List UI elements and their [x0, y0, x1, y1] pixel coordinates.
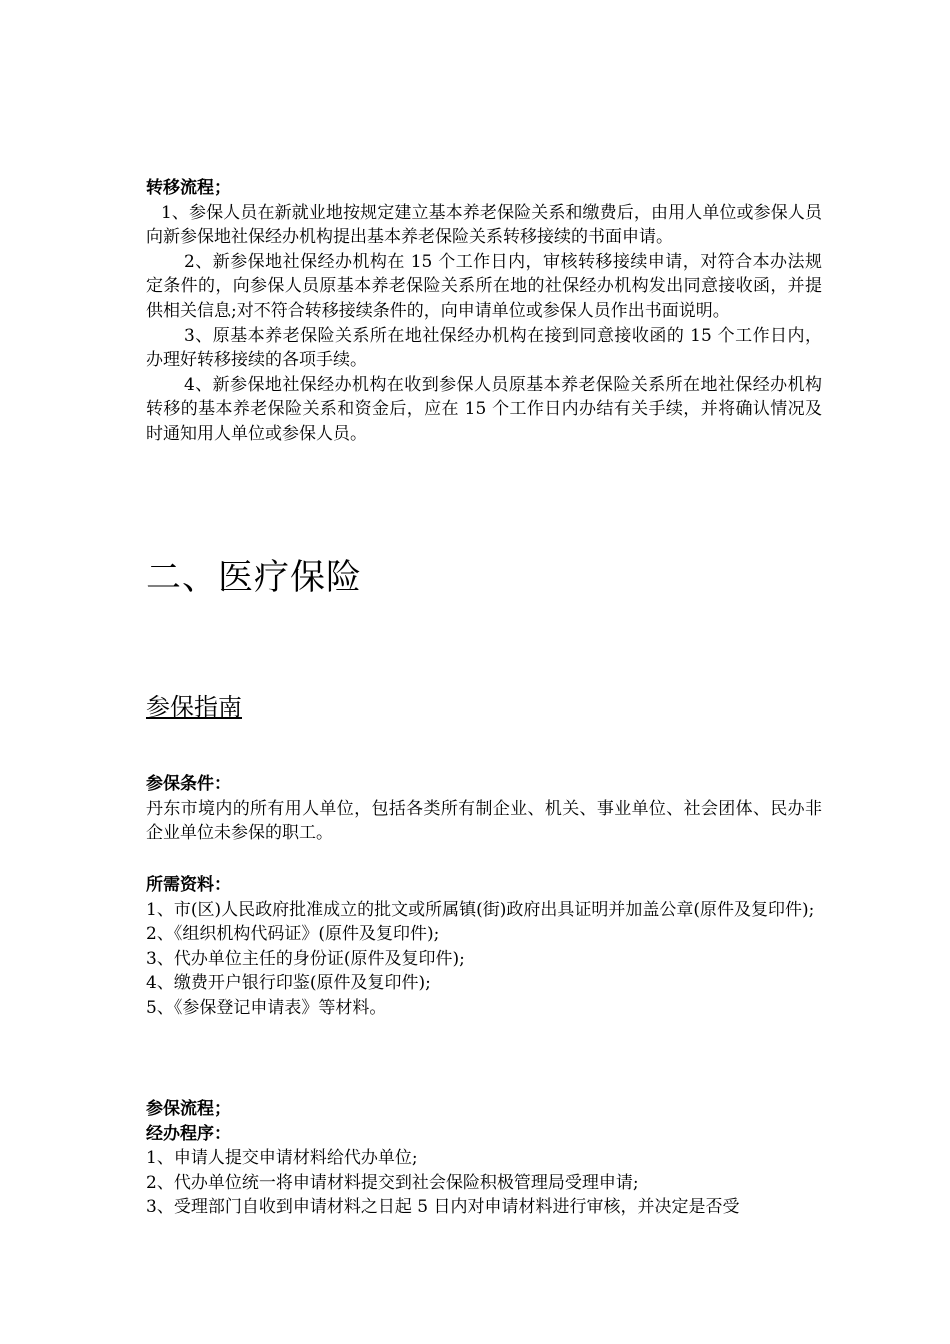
process-item: 3、受理部门自收到申请材料之日起 5 日内对申请材料进行审核，并决定是否受: [146, 1197, 740, 1218]
process-heading: 参保流程；: [146, 1099, 231, 1119]
materials-item: 4、缴费开户银行印鉴(原件及复印件);: [146, 973, 431, 994]
transfer-section: [146, 176, 822, 447]
transfer-heading: 转移流程；: [146, 178, 231, 198]
materials-item: 3、代办单位主任的身份证(原件及复印件);: [146, 948, 465, 969]
conditions-text: 丹东市境内的所有用人单位，包括各类所有制企业、机关、事业单位、社会团体、民办非企业单位未参保的职工。: [146, 798, 822, 844]
transfer-step-1: 1、参保人员在新就业地按规定建立基本养老保险关系和缴费后，由用人单位或参保人员向新参保地社保经办机构提出基本养老保险关系转移接续的书面申请。: [146, 202, 822, 248]
transfer-step-4: 4、新参保地社保经办机构在收到参保人员原基本养老保险关系所在地社保经办机构转移的基本养老保险关系和资金后，应在 15 个工作日内办结有关手续，并将确认情况及时通知用人单位或参保人员。: [146, 374, 822, 444]
conditions-section: [146, 772, 822, 846]
section-title: 二、医疗保险: [146, 558, 363, 598]
materials-item: 2、《组织机构代码证》(原件及复印件);: [146, 924, 440, 945]
transfer-step-3: 3、原基本养老保险关系所在地社保经办机构在接到同意接收函的 15 个工作日内，办理好转移接续的各项手续。: [146, 325, 822, 371]
transfer-step-2: 2、新参保地社保经办机构在 15 个工作日内，审核转移接续申请，对符合本办法规定条件的，向参保人员原基本养老保险关系所在地的社保经办机构发出同意接收函，并提供相关信息;对不符合转移接续条件的，向申请单位或参保人员作出书面说明。: [146, 251, 822, 321]
materials-item: 5、《参保登记申请表》等材料。: [146, 997, 387, 1018]
materials-section: [146, 873, 822, 1021]
process-subheading: 经办程序：: [146, 1123, 231, 1144]
materials-item: 1、市(区)人民政府批准成立的批文或所属镇(街)政府出具证明并加盖公章(原件及复印件);: [146, 899, 815, 920]
materials-heading: 所需资料：: [146, 875, 231, 895]
conditions-heading: 参保条件：: [146, 774, 231, 794]
guide-title: 参保指南: [146, 693, 242, 721]
process-item: 1、申请人提交申请材料给代办单位;: [146, 1148, 418, 1169]
process-section: [146, 1097, 822, 1220]
process-item: 2、代办单位统一将申请材料提交到社会保险积极管理局受理申请;: [146, 1172, 639, 1193]
